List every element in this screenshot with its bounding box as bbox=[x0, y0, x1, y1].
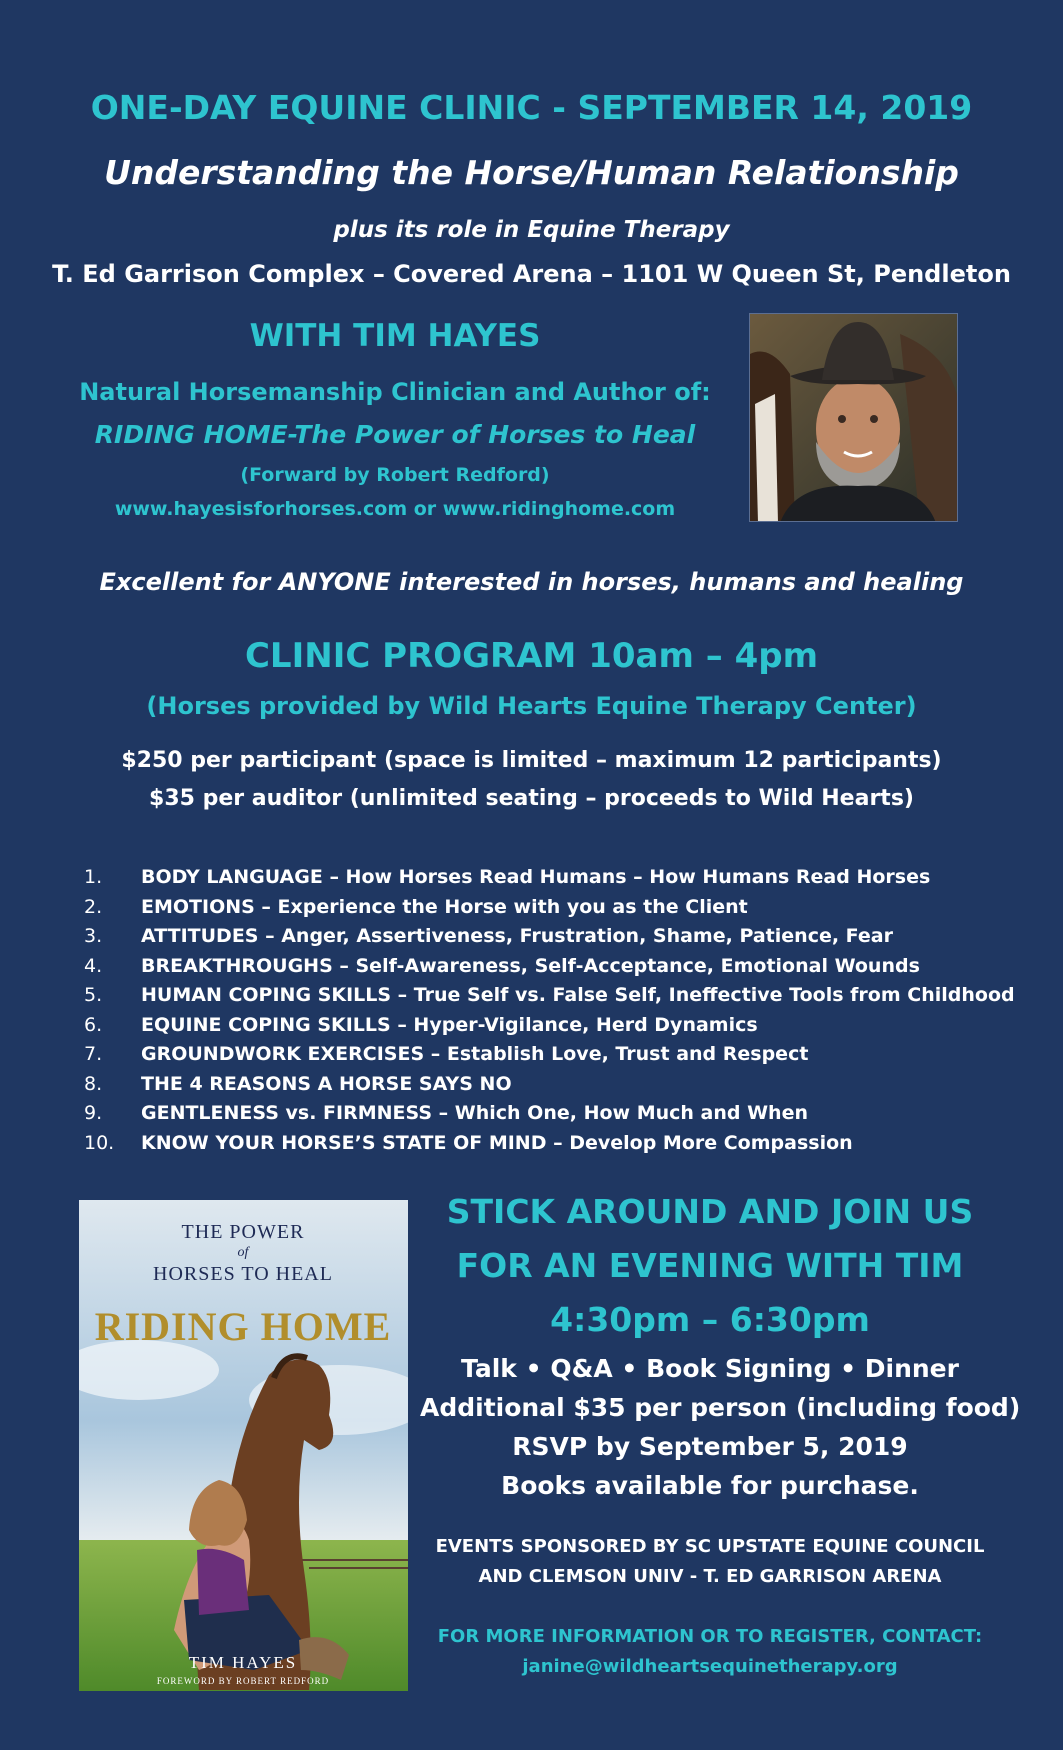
list-text: BODY LANGUAGE – How Horses Read Humans – How Humans Read Horses bbox=[141, 866, 931, 888]
sponsors-line2: AND CLEMSON UNIV - T. ED GARRISON ARENA bbox=[478, 1566, 942, 1587]
list-number: 3. bbox=[84, 925, 103, 947]
list-number: 4. bbox=[84, 954, 103, 977]
cover-line2: of bbox=[237, 1245, 249, 1260]
book-cover bbox=[79, 1200, 408, 1691]
speaker-book-title: RIDING HOME-The Power of Horses to Heal bbox=[94, 420, 696, 449]
cover-author: TIM HAYES bbox=[188, 1653, 298, 1672]
list-text: ATTITUDES – Anger, Assertiveness, Frustration, Shame, Patience, Fear bbox=[141, 925, 893, 947]
event-tagline: plus its role in Equine Therapy bbox=[333, 217, 730, 243]
program-horses-note: (Horses provided by Wild Hearts Equine Therapy Center) bbox=[146, 692, 917, 720]
evening-heading-line2: FOR AN EVENING WITH TIM bbox=[456, 1246, 964, 1285]
price-participant: $250 per participant (space is limited – maximum 12 participants) bbox=[121, 748, 942, 773]
list-item bbox=[84, 954, 1015, 984]
list-number: 8. bbox=[84, 1072, 103, 1095]
speaker-websites[interactable]: www.hayesisforhorses.com or www.ridinghome.com bbox=[114, 498, 676, 520]
topic-list bbox=[84, 865, 1015, 1160]
sponsors-line1: EVENTS SPONSORED BY SC UPSTATE EQUINE COUNCIL bbox=[435, 1536, 985, 1557]
cover-title: RIDING HOME bbox=[94, 1304, 392, 1349]
cover-line3: HORSES TO HEAL bbox=[153, 1263, 333, 1285]
evening-price: Additional $35 per person (including food) bbox=[420, 1393, 1021, 1422]
list-text: HUMAN COPING SKILLS – True Self vs. False Self, Ineffective Tools from Childhood bbox=[141, 984, 1015, 1006]
list-item bbox=[84, 1042, 1015, 1072]
list-text: BREAKTHROUGHS – Self-Awareness, Self-Acceptance, Emotional Wounds bbox=[141, 954, 920, 977]
list-item bbox=[84, 1072, 1015, 1102]
list-number: 10. bbox=[84, 1131, 115, 1154]
list-number: 9. bbox=[84, 1102, 103, 1124]
list-number: 2. bbox=[84, 895, 103, 918]
speaker-heading: WITH TIM HAYES bbox=[249, 318, 541, 354]
evening-heading-line1: STICK AROUND AND JOIN US bbox=[446, 1192, 974, 1231]
list-item bbox=[84, 983, 1015, 1013]
list-item bbox=[84, 1101, 1015, 1131]
list-item bbox=[84, 865, 1015, 895]
speaker-forward: (Forward by Robert Redford) bbox=[240, 464, 550, 486]
list-item bbox=[84, 1013, 1015, 1043]
list-item bbox=[84, 895, 1015, 925]
evening-rsvp: RSVP by September 5, 2019 bbox=[512, 1432, 908, 1461]
list-number: 1. bbox=[84, 866, 103, 888]
evening-activities: Talk • Q&A • Book Signing • Dinner bbox=[461, 1354, 959, 1383]
list-text: EQUINE COPING SKILLS – Hyper-Vigilance, Herd Dynamics bbox=[141, 1013, 758, 1036]
event-venue: T. Ed Garrison Complex – Covered Arena – 1101 W Queen St, Pendleton bbox=[52, 260, 1011, 288]
speaker-photo bbox=[749, 313, 958, 522]
event-title: ONE-DAY EQUINE CLINIC - SEPTEMBER 14, 2019 bbox=[90, 88, 973, 127]
evening-books: Books available for purchase. bbox=[501, 1471, 919, 1500]
list-item bbox=[84, 1131, 1015, 1161]
list-number: 5. bbox=[84, 984, 103, 1006]
list-text: GROUNDWORK EXERCISES – Establish Love, Trust and Respect bbox=[141, 1043, 809, 1065]
list-text: EMOTIONS – Experience the Horse with you as the Client bbox=[141, 895, 748, 918]
list-text: KNOW YOUR HORSE’S STATE OF MIND – Develop More Compassion bbox=[141, 1131, 853, 1154]
cover-line1: THE POWER bbox=[181, 1221, 305, 1243]
list-text: THE 4 REASONS A HORSE SAYS NO bbox=[141, 1072, 512, 1095]
cover-foreword: FOREWORD BY ROBERT REDFORD bbox=[156, 1676, 330, 1686]
event-subtitle: Understanding the Horse/Human Relationship bbox=[104, 153, 959, 192]
contact-email[interactable]: janine@wildheartsequinetherapy.org bbox=[522, 1656, 898, 1677]
speaker-role: Natural Horsemanship Clinician and Author of: bbox=[79, 378, 711, 406]
list-number: 7. bbox=[84, 1043, 103, 1065]
list-number: 6. bbox=[84, 1013, 103, 1036]
contact-label: FOR MORE INFORMATION OR TO REGISTER, CONTACT: bbox=[437, 1626, 983, 1647]
list-text: GENTLENESS vs. FIRMNESS – Which One, How Much and When bbox=[141, 1102, 808, 1124]
price-auditor: $35 per auditor (unlimited seating – proceeds to Wild Hearts) bbox=[149, 786, 914, 811]
evening-time: 4:30pm – 6:30pm bbox=[550, 1300, 870, 1339]
audience-statement: Excellent for ANYONE interested in horses, humans and healing bbox=[99, 568, 964, 596]
list-item bbox=[84, 924, 1015, 954]
program-heading: CLINIC PROGRAM 10am – 4pm bbox=[244, 636, 819, 676]
